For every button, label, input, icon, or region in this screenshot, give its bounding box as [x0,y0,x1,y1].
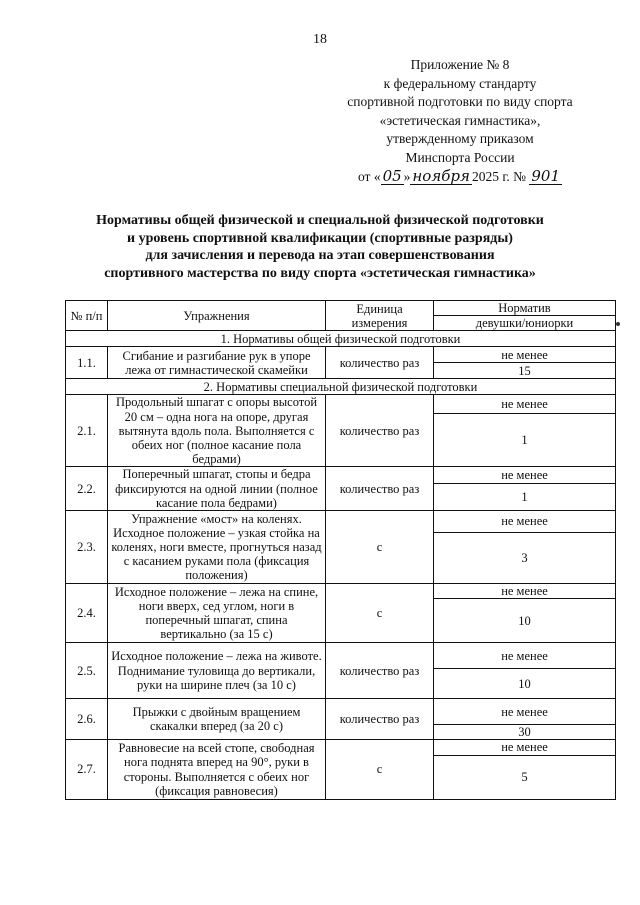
appendix-line: к федеральному стандарту [383,75,537,91]
table-row [66,740,616,755]
row-value: 1 [434,414,616,467]
row-value: 5 [434,755,616,799]
row-number: 2.1. [66,395,108,467]
section-row [66,331,616,347]
row-value: 10 [434,669,616,699]
header-exercise: Упражнения [108,301,326,331]
appendix-line: Приложение № 8 [410,57,510,72]
row-unit: количество раз [326,395,434,467]
row-unit: количество раз [326,347,434,379]
table-row [66,467,616,484]
scan-speck [616,322,620,326]
row-unit: с [326,740,434,799]
title-line: Нормативы общей физической и специальной физической подготовки [96,213,544,228]
table-row [66,511,616,533]
row-exercise: Прыжки с двойным вращением скакалки вперед (за 20 с) [108,699,326,740]
table-row [66,395,616,414]
order-date-line [300,168,620,187]
date-prefix: от « [357,168,381,184]
row-min-label: не менее [434,467,616,484]
row-exercise: Исходное положение – лежа на животе. Поднимание туловища до вертикали, руки на ширине плеч (за 10 с) [108,643,326,699]
row-min-label: не менее [434,584,616,599]
row-value: 1 [434,484,616,511]
title-line: спортивного мастерства по виду спорта «эстетическая гимнастика» [104,265,536,281]
row-value: 15 [434,363,616,379]
title-line: для зачисления и перевода на этап совершенствования [145,248,495,263]
table-row [66,643,616,669]
row-number: 2.2. [66,467,108,511]
row-unit: с [326,584,434,643]
row-min-label: не менее [434,347,616,363]
header-unit: Единица измерения [326,301,434,331]
handwritten-order-number: 901 [531,166,561,185]
appendix-line: спортивной подготовки по виду спорта [347,94,573,110]
appendix-line: Минспорта России [405,149,515,165]
row-value: 3 [434,533,616,584]
row-number: 2.5. [66,643,108,699]
handwritten-day: 05 [382,166,402,185]
row-min-label: не менее [434,395,616,414]
row-unit: количество раз [326,699,434,740]
document-title [60,212,580,282]
row-value: 30 [434,725,616,740]
row-min-label: не менее [434,643,616,669]
row-exercise: Продольный шпагат с опоры высотой 20 см – одна нога на опоре, другая вытянута вдоль пола. Выполняется с обеих ног (полное касание пола бедрами) [108,395,326,467]
header-number: № п/п [66,301,108,331]
table-row [66,699,616,725]
appendix-line: «эстетическая гимнастика», [379,112,541,128]
header-norm: Норматив [434,301,616,316]
norms-table [65,300,616,800]
row-exercise: Равновесие на всей стопе, свободная нога поднята вперед на 90°, руки в стороны. Выполняется с обеих ног (фиксация равновесия) [108,740,326,799]
header-norm-sub: девушки/юниорки [434,316,616,331]
handwritten-month: ноября [412,166,470,185]
row-unit: с [326,511,434,584]
row-min-label: не менее [434,511,616,533]
title-line: и уровень спортивной квалификации (спортивные разряды) [127,230,513,246]
row-min-label: не менее [434,699,616,725]
row-number: 2.4. [66,584,108,643]
appendix-line: утвержденному приказом [386,131,534,147]
row-number: 2.7. [66,740,108,799]
appendix-block [300,56,620,186]
row-number: 2.3. [66,511,108,584]
page-number: 18 [313,32,327,47]
row-exercise: Сгибание и разгибание рук в упоре лежа от гимнастической скамейки [108,347,326,379]
row-exercise: Поперечный шпагат, стопы и бедра фиксируются на одной линии (полное касание пола бедрами) [108,467,326,511]
row-min-label: не менее [434,740,616,755]
year-text: 2025 г. № [471,168,526,184]
row-exercise: Исходное положение – лежа на спине, ноги вверх, сед углом, ноги в поперечный шпагат, спина вертикально (за 15 с) [108,584,326,643]
row-number: 1.1. [66,347,108,379]
row-exercise: Упражнение «мост» на коленях. Исходное положение – узкая стойка на коленях, ноги вместе, прогнуться назад с касанием руками пола (фиксация положения) [108,511,326,584]
row-unit: количество раз [326,467,434,511]
date-sep: » [403,168,411,184]
row-number: 2.6. [66,699,108,740]
table-header-row [66,301,616,316]
table-row [66,584,616,599]
section-row [66,379,616,395]
row-unit: количество раз [326,643,434,699]
section-title: 1. Нормативы общей физической подготовки [66,331,616,347]
section-title: 2. Нормативы специальной физической подготовки [66,379,616,395]
row-value: 10 [434,599,616,643]
table-row [66,347,616,363]
